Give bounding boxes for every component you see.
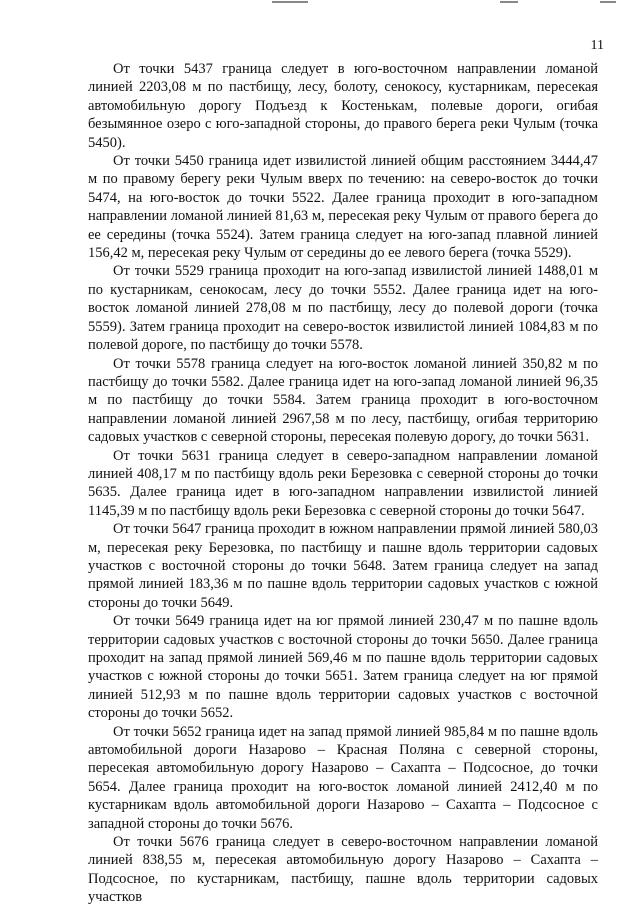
scan-mark xyxy=(500,1,518,3)
document-body xyxy=(88,60,598,907)
paragraph: От точки 5450 граница идет извилистой линией общим расстоянием 3444,47 м по правому берегу реки Чулым вверх по течению: на северо-восток до точки 5474, на юго-восток до точки 5522. Далее граница проходит в юго-западном направлении ломаной линией 81,63 м, пересекая реку Чулым от правого берега до ее середины (точка 5524). Затем граница следует на юго-запад плавной линией 156,42 м, пересекая реку Чулым от середины до ее левого берега (точка 5529). xyxy=(88,153,598,262)
paragraph: От точки 5437 граница следует в юго-восточном направлении ломаной линией 2203,08 м по пастбищу, лесу, болоту, сенокосу, кустарникам, пересекая автомобильную дорогу Подъезд к Костенькам, полевые дороги, огибая безымянное озеро с юго-западной стороны, до правого берега реки Чулым (точка 5450). xyxy=(88,61,598,151)
scan-mark xyxy=(272,1,308,3)
page-number: 11 xyxy=(590,38,604,53)
paragraph: От точки 5652 граница идет на запад прямой линией 985,84 м по пашне вдоль автомобильной дороги Назарово – Красная Поляна с северной стороны, пересекая автомобильную дорогу Назарово – Сахапта – Подсосное, до точки 5654. Далее граница проходит на юго-восток ломаной линией 2412,40 м по кустарникам вдоль автомобильной дороги Назарово – Сахапта – Подсосное с западной стороны до точки 5676. xyxy=(88,723,598,832)
scan-mark xyxy=(600,1,616,3)
paragraph: От точки 5647 граница проходит в южном направлении прямой линией 580,03 м, пересекая реку Березовка, по пастбищу и пашне вдоль территории садовых участков с восточной стороны до точки 5648. Затем граница следует на запад прямой линией 183,36 м по пашне вдоль территории садовых участков с южной стороны до точки 5649. xyxy=(88,521,598,611)
paragraph: От точки 5529 граница проходит на юго-запад извилистой линией 1488,01 м по кустарникам, сенокосам, лесу до точки 5552. Далее граница идет на юго-восток ломаной линией 278,08 м по пастбищу, лесу до полевой дороги (точка 5559). Затем граница проходит на северо-восток извилистой линией 1084,83 м по полевой дороге, по пастбищу до точки 5578. xyxy=(88,263,598,354)
paragraph: От точки 5676 граница следует в северо-восточном направлении ломаной линией 838,55 м, пересекая автомобильную дорогу Назарово – Сахапта – Подсосное, по кустарникам, пастбищу, пашне вдоль территории садовых участков xyxy=(88,834,598,906)
paragraph: От точки 5649 граница идет на юг прямой линией 230,47 м по пашне вдоль территории садовых участков с восточной стороны до точки 5650. Далее граница проходит на запад прямой линией 569,46 м по пашне вдоль территории садовых участков с южной стороны до точки 5651. Затем граница следует на юг прямой линией 512,93 м по пашне вдоль территории садовых участков с восточной стороны до точки 5652. xyxy=(88,613,598,722)
paragraph: От точки 5631 граница следует в северо-западном направлении ломаной линией 408,17 м по пастбищу вдоль реки Березовка с северной стороны до точки 5635. Далее граница идет в юго-западном направлении извилистой линией 1145,39 м по пастбищу вдоль реки Березовка с северной стороны до точки 5647. xyxy=(88,447,598,519)
paragraph: От точки 5578 граница следует на юго-восток ломаной линией 350,82 м по пастбищу до точки 5582. Далее граница идет на юго-запад ломаной линией 96,35 м по пастбищу до точки 5584. Затем граница проходит в юго-восточном направлении ломаной линией 2967,58 м по лесу, пастбищу, огибая территорию садовых участков с северной стороны, пересекая полевую дорогу, до точки 5631. xyxy=(88,355,598,446)
scan-edge-marks xyxy=(0,0,640,8)
